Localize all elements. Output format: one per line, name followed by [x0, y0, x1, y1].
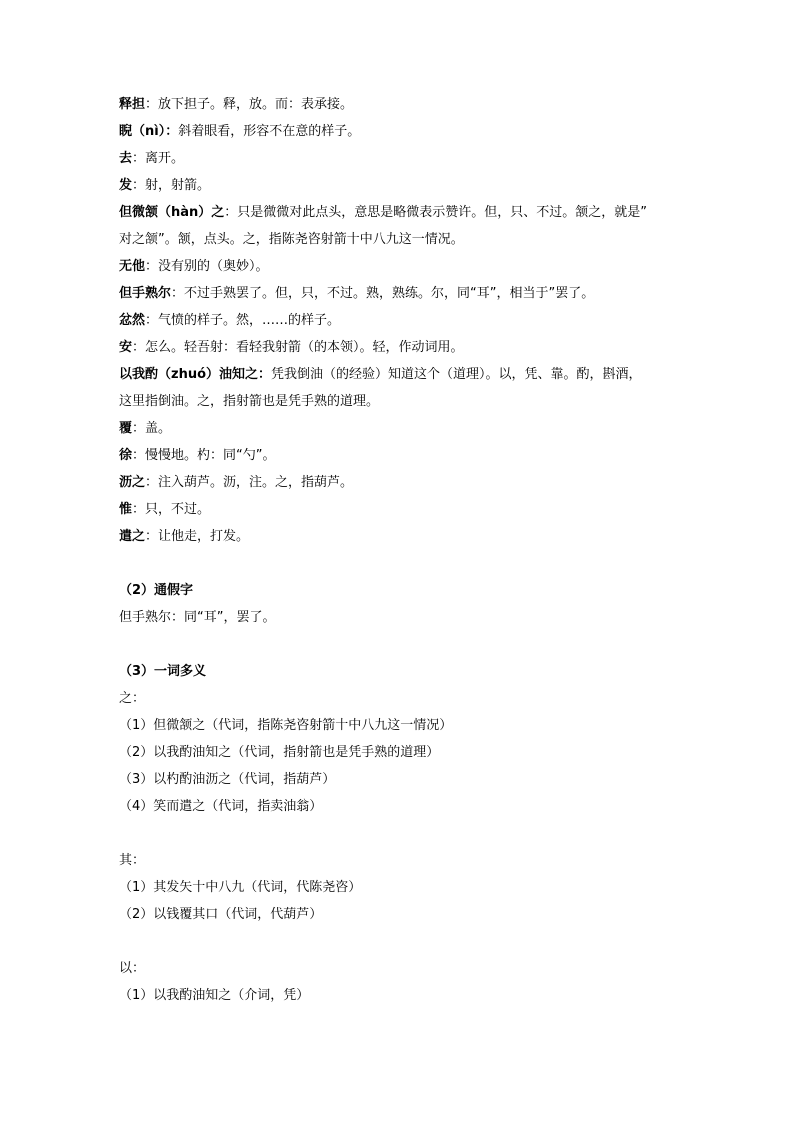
- word-usage-item: （4）笑而遣之（代词，指卖油翁）: [119, 799, 323, 814]
- glossary-definition: ：射，射箭。: [132, 178, 211, 193]
- glossary-term: 发: [119, 178, 133, 193]
- glossary-term: 覆: [119, 421, 133, 436]
- word-usage-item: （3）以杓酌油沥之（代词，指葫芦）: [119, 772, 336, 787]
- section-heading: （2）通假字: [119, 583, 194, 598]
- glossary-entry: [119, 172, 679, 199]
- glossary-entry: [119, 118, 679, 145]
- glossary-entry: [119, 91, 679, 118]
- glossary-entry: [119, 442, 679, 469]
- glossary-definition: ：放下担子。释，放。而：表承接。: [145, 97, 354, 112]
- glossary-definition: 斜着眼看，形容不在意的样子。: [178, 124, 361, 139]
- glossary-definition: ：只是微微对此点头，意思是略微表示赞许。但，只、不过。颔之，就是”: [224, 205, 648, 220]
- glossary-entry: [119, 253, 679, 280]
- section-line: 但手熟尔：同“耳”，罢了。: [119, 610, 276, 625]
- word-group-label: 其：: [119, 853, 146, 868]
- word-usage-item: （1）以我酌油知之（介词，凭）: [119, 988, 310, 1003]
- glossary-entry: [119, 361, 679, 388]
- glossary-definition: ：只，不过。: [132, 502, 211, 517]
- glossary-definition: ：慢慢地。杓：同“勺”。: [132, 448, 276, 463]
- glossary-term: 无他: [119, 259, 146, 274]
- glossary-term: 去: [119, 151, 133, 166]
- glossary-entry: [119, 469, 679, 496]
- glossary-term: 安: [119, 340, 133, 355]
- glossary-definition: ：离开。: [132, 151, 185, 166]
- glossary-term: 沥之: [119, 475, 146, 490]
- glossary-definition: ：不过手熟罢了。但，只，不过。熟，熟练。尔，同“耳”，相当于”罢了。: [171, 286, 595, 301]
- glossary-entry-continued: [119, 226, 679, 253]
- glossary-term: 但微颔（hàn）之: [119, 205, 225, 220]
- section-spacer: [119, 631, 679, 658]
- glossary-definition: 这里指倒油。之，指射箭也是凭手熟的道理。: [119, 394, 380, 409]
- glossary-definition: ：盖。: [132, 421, 172, 436]
- glossary-term: 但手熟尔: [119, 286, 172, 301]
- glossary-term: 以我酌（zhuó）油知之：: [119, 367, 272, 382]
- word-group-label: 之：: [119, 691, 146, 706]
- section-tongjiazi: [119, 577, 679, 631]
- glossary-section: [119, 91, 679, 550]
- document-content: [119, 91, 679, 1009]
- word-usage-item: （2）以钱覆其口（代词，代葫芦）: [119, 907, 323, 922]
- glossary-entry: [119, 307, 679, 334]
- glossary-entry: [119, 334, 679, 361]
- glossary-term: 徐: [119, 448, 133, 463]
- glossary-entry-continued: [119, 388, 679, 415]
- glossary-definition: ：让他走，打发。: [145, 529, 250, 544]
- glossary-entry: [119, 199, 679, 226]
- word-group-label: 以：: [119, 961, 146, 976]
- section-yiciduoyi: [119, 658, 679, 1009]
- glossary-term: 惟: [119, 502, 133, 517]
- glossary-term: 睨（nì）：: [119, 124, 179, 139]
- glossary-definition: ：没有别的（奥妙）。: [145, 259, 269, 274]
- group-spacer: [119, 820, 679, 847]
- word-usage-item: （1）其发矢十中八九（代词，代陈尧咨）: [119, 880, 362, 895]
- word-usage-item: （2）以我酌油知之（代词，指射箭也是凭手熟的道理）: [119, 745, 440, 760]
- glossary-term: 遣之: [119, 529, 146, 544]
- glossary-entry: [119, 145, 679, 172]
- glossary-entry: [119, 496, 679, 523]
- word-usage-item: （1）但微颔之（代词，指陈尧咨射箭十中八九这一情况）: [119, 718, 453, 733]
- glossary-entry: [119, 415, 679, 442]
- glossary-definition: 凭我倒油（的经验）知道这个（道理）。以，凭、靠。酌，斟酒，: [271, 367, 642, 382]
- group-spacer: [119, 928, 679, 955]
- glossary-entry: [119, 523, 679, 550]
- glossary-term: 释担: [119, 97, 146, 112]
- glossary-definition: ：怎么。轻吾射：看轻我射箭（的本领）。轻，作动词用。: [132, 340, 464, 355]
- section-heading: （3）一词多义: [119, 664, 207, 679]
- section-spacer: [119, 550, 679, 577]
- glossary-definition: ：气愤的样子。然，……的样子。: [145, 313, 341, 328]
- glossary-definition: 对之颔”。颔，点头。之，指陈尧咨射箭十中八九这一情况。: [119, 232, 464, 247]
- glossary-definition: ：注入葫芦。沥，注。之，指葫芦。: [145, 475, 354, 490]
- glossary-term: 忿然: [119, 313, 146, 328]
- glossary-entry: [119, 280, 679, 307]
